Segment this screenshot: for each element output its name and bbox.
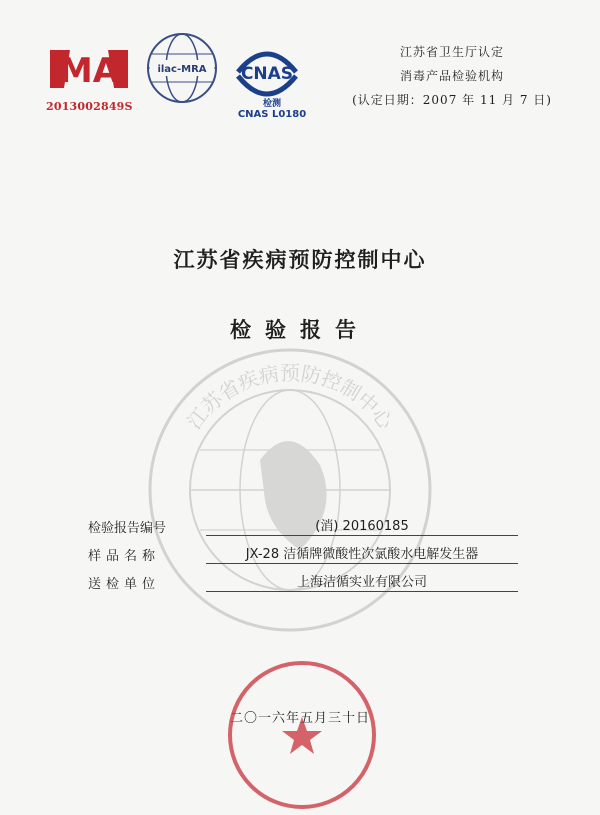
official-seal-icon: [222, 655, 382, 815]
report-number-value: (消) 20160185: [206, 515, 518, 536]
sample-name-row: [88, 540, 518, 564]
sample-name-value: JX-28 洁循牌微酸性次氯酸水电解发生器: [206, 543, 518, 564]
cnas-logo-text: CNAS: [240, 64, 294, 84]
cnas-sub-text: 检测: [262, 99, 281, 109]
authority-line-3: (认定日期：2007 年 11 月 7 日): [352, 93, 552, 107]
authority-block: [352, 40, 552, 112]
ilac-logo-text: ilac-MRA: [157, 64, 207, 75]
authority-line-1: 江苏省卫生厅认定: [400, 45, 505, 59]
document-title: 检验报告: [230, 318, 370, 342]
sample-name-label: 样品名称: [88, 549, 161, 564]
report-number-label: 检验报告编号: [88, 521, 167, 536]
authority-line-2: 消毒产品检验机构: [400, 69, 505, 83]
watermark-text: 江苏省疾病预防控制中心: [181, 361, 399, 434]
sender-value: 上海洁循实业有限公司: [206, 571, 518, 592]
ilac-mra-logo-icon: [146, 30, 218, 108]
cma-logo-icon: [44, 38, 134, 98]
sender-label: 送检单位: [88, 577, 161, 592]
cnas-number: CNAS L0180: [237, 109, 307, 120]
report-fields: [88, 512, 518, 596]
sender-row: [88, 568, 518, 592]
report-number-row: [88, 512, 518, 536]
organization-title: 江苏省疾病预防控制中心: [173, 248, 427, 272]
cma-logo-text: MA: [58, 51, 120, 91]
cma-code: 2013002849S: [46, 100, 133, 113]
report-date: 二〇一六年五月三十日: [229, 711, 370, 726]
cnas-caption: [232, 96, 312, 120]
